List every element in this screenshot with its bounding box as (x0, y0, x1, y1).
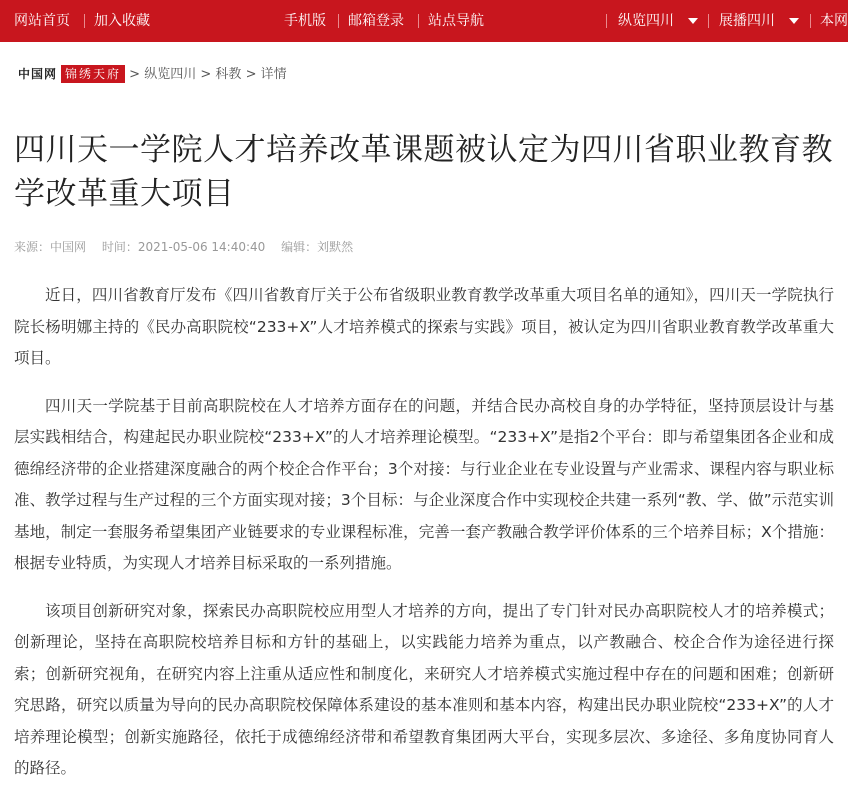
article-body (14, 280, 834, 801)
breadcrumb-separator: > (245, 67, 257, 82)
home-link[interactable]: 网站首页 (14, 13, 70, 29)
divider (606, 14, 607, 28)
breadcrumb-item-browse-sichuan[interactable]: 纵览四川 (144, 67, 197, 82)
broadcast-sichuan-dropdown[interactable] (719, 0, 799, 42)
article-time: 时间：2021-05-06 14:40:40 (101, 240, 266, 254)
chevron-down-icon (789, 18, 799, 24)
add-favorite-link[interactable]: 加入收藏 (94, 13, 150, 29)
article-editor: 编辑：刘默然 (281, 240, 354, 254)
browse-sichuan-label: 纵览四川 (618, 13, 674, 29)
this-site-link[interactable]: 本网 (820, 13, 848, 29)
site-navigation-label: 站点导航 (428, 13, 484, 29)
divider (338, 14, 339, 28)
breadcrumb-separator: > (129, 67, 141, 82)
article-paragraph: 该项目创新研究对象，探索民办高职院校应用型人才培养的方向，提出了专门针对民办高职院校人才的培养模式；创新理论，坚持在高职院校培养目标和方针的基础上，以实践能力培养为重点，以产教融合、校企合作为途径进行探索；创新研究视角，在研究内容上注重从适应性和制度化，来研究人才培养模式实施过程中存在的问题和困难；创新研究思路，研究以质量为导向的民办高职院校保障体系建设的基本准则和基本内容，构建出民办职业院校“233+X”的人才培养理论模型；创新实施路径，依托于成德绵经济带和希望教育集团两大平台，实现多层次、多途径、多角度协同育人的路径。 (14, 601, 834, 777)
breadcrumb-item-detail: 详情 (260, 67, 287, 82)
divider (418, 14, 419, 28)
breadcrumb-item-science-education[interactable]: 科教 (215, 67, 242, 82)
mail-login-link[interactable]: 邮箱登录 (348, 13, 404, 29)
article-meta (14, 238, 365, 255)
chevron-down-icon (688, 18, 698, 24)
article-source: 来源：中国网 (14, 240, 87, 254)
breadcrumb (18, 64, 287, 84)
site-logo-text[interactable]: 中国网 (18, 67, 58, 81)
divider (84, 14, 85, 28)
mobile-version-link[interactable]: 手机版 (284, 13, 326, 29)
browse-sichuan-dropdown[interactable] (618, 0, 698, 42)
article-paragraph: 四川天一学院基于目前高职院校在人才培养方面存在的问题，并结合民办高校自身的办学特征，坚持顶层设计与基层实践相结合，构建起民办职业院校“233+X”的人才培养理论模型。“233+X”是指2个平台：即与希望集团各企业和成德绵经济带的企业搭建深度融合的两个校企合作平台；3个对接：与行业企业在专业设置与产业需求、课程内容与职业标准、教学过程与生产过程的三个方面实现对接；3个目标：与企业深度合作中实现校企共建一系列“教、学、做”示范实训基地，制定一套服务希望集团产业链要求的专业课程标准，完善一套产教融合教学评价体系的三个培养目标；X个措施：根据专业特质，为实现人才培养目标采取的一系列措施。 (14, 396, 834, 572)
article-title: 四川天一学院人才培养改革课题被认定为四川省职业教育教学改革重大项目 (14, 132, 833, 212)
article-paragraph: 近日，四川省教育厅发布《四川省教育厅关于公布省级职业教育教学改革重大项目名单的通知》，四川天一学院执行院长杨明娜主持的《民办高职院校“233+X”人才培养模式的探索与实践》项目，被认定为四川省职业教育教学改革重大项目。 (14, 286, 834, 367)
site-navigation-link[interactable] (428, 0, 484, 42)
site-logo-badge[interactable]: 锦绣天府 (61, 65, 125, 83)
divider (810, 14, 811, 28)
top-navigation-bar (0, 0, 848, 42)
broadcast-sichuan-label: 展播四川 (719, 13, 775, 29)
breadcrumb-separator: > (200, 67, 212, 82)
divider (708, 14, 709, 28)
